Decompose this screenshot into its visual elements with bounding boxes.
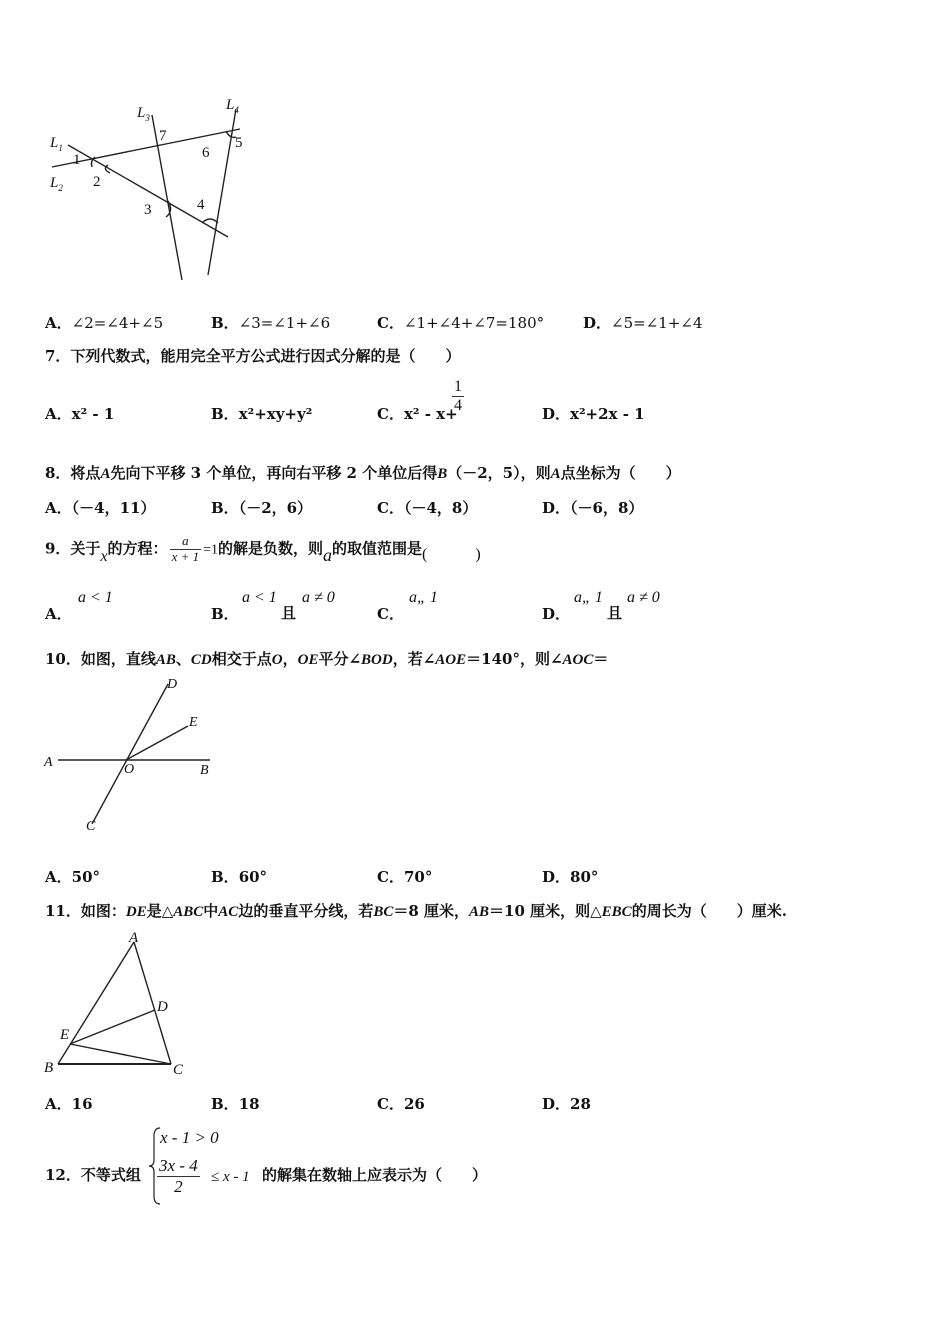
q9-option-a[interactable]: A． <box>45 605 72 623</box>
angle-label-2: 2 <box>93 174 101 190</box>
q9-stem: 9．关于x的方程： $\frac{a}{x + 1}$ =1的解是负数，则a的取值范围是( ) <box>45 533 481 566</box>
q11-option-c[interactable]: C．26 <box>377 1095 425 1113</box>
line-L4 <box>208 109 236 275</box>
q12-stem-prefix: 12．不等式组 <box>45 1166 141 1184</box>
segment-DE <box>70 1010 155 1044</box>
q8-option-b[interactable]: B．（－2，6） <box>211 499 313 517</box>
side-AB <box>58 942 134 1064</box>
q7-option-c-fraction: $\frac{1}{4}$ <box>454 378 462 415</box>
q9-option-b-and: 且 <box>281 604 297 622</box>
label-C: C <box>173 1062 184 1078</box>
label-D: D <box>157 999 168 1015</box>
label-O: O <box>124 762 135 777</box>
q8-option-c[interactable]: C．（－4，8） <box>377 499 478 517</box>
angle-label-5: 5 <box>235 135 243 151</box>
q9-option-d-and: 且 <box>607 604 623 622</box>
angle-label-6: 6 <box>202 145 210 161</box>
q11-option-a[interactable]: A．16 <box>45 1095 93 1113</box>
q9-option-a-math: a < 1 <box>78 589 113 606</box>
q9-option-b-math: a < 1 <box>242 589 277 606</box>
label-L4: $L_4$ <box>226 97 239 115</box>
q12-stem-suffix: 的解集在数轴上应表示为（ ） <box>262 1166 488 1184</box>
q6-option-a[interactable]: A．∠2=∠4+∠5 <box>45 314 164 332</box>
label-C: C <box>86 819 96 834</box>
q11-option-b[interactable]: B．18 <box>211 1095 260 1113</box>
label-E: E <box>60 1027 70 1043</box>
q10-option-a[interactable]: A．50° <box>45 868 101 886</box>
q10-option-c[interactable]: C．70° <box>377 868 433 886</box>
q6-option-d[interactable]: D．∠5=∠1+∠4 <box>583 314 703 332</box>
q7-stem: 7．下列代数式，能用完全平方公式进行因式分解的是（ ） <box>45 347 461 365</box>
intersecting-lines-figure <box>40 672 220 842</box>
q9-option-b-math2: a ≠ 0 <box>302 589 335 606</box>
q6-option-b[interactable]: B．∠3=∠1+∠6 <box>211 314 331 332</box>
label-E: E <box>189 715 198 730</box>
q10-stem: 10．如图，直线AB、CD相交于点O，OE平分∠BOD，若∠AOE＝140°，则∠AOC＝ <box>45 650 609 668</box>
label-A: A <box>44 755 53 770</box>
label-L3: $L_3$ <box>137 105 150 123</box>
q9-option-c[interactable]: C． <box>377 605 404 623</box>
q7-option-a[interactable]: A．x² - 1 <box>45 405 115 423</box>
q9-option-c-math: a„ 1 <box>409 589 438 606</box>
q12-inequality-2-fraction: $\frac{3x - 4}{2}$ <box>159 1156 198 1196</box>
angle-arc-4 <box>202 219 218 223</box>
q10-option-b[interactable]: B．60° <box>211 868 268 886</box>
label-A: A <box>129 930 139 946</box>
q9-option-b[interactable]: B． <box>211 605 239 623</box>
segment-EC <box>70 1044 171 1064</box>
label-L1: $L_1$ <box>50 135 63 153</box>
q8-option-d[interactable]: D．（－6，8） <box>542 499 644 517</box>
angle-label-3: 3 <box>144 202 152 218</box>
line-CD <box>92 684 168 824</box>
q11-stem: 11．如图：DE是△ABC中AC边的垂直平分线，若BC＝8 厘米，AB＝10 厘米，则△EBC的周长为（ ）厘米. <box>45 902 787 920</box>
angle-lines-figure <box>40 95 250 285</box>
label-L2: $L_2$ <box>50 175 63 193</box>
label-D: D <box>167 677 178 692</box>
q9-option-d-math: a„ 1 <box>574 589 603 606</box>
q12-inequality-2-rel: ≤ x - 1 <box>211 1169 250 1185</box>
triangle-figure <box>40 926 200 1086</box>
angle-label-4: 4 <box>197 197 205 213</box>
q10-option-d[interactable]: D．80° <box>542 868 599 886</box>
q8-stem: 8．将点A先向下平移 3 个单位，再向右平移 2 个单位后得B（－2，5），则A点坐标为（ ） <box>45 464 681 482</box>
q11-option-d[interactable]: D．28 <box>542 1095 591 1113</box>
q7-option-b[interactable]: B．x²+xy+y² <box>211 405 313 423</box>
q8-option-a[interactable]: A．（－4，11） <box>45 499 156 517</box>
angle-label-1: 1 <box>73 152 81 168</box>
angle-label-7: 7 <box>159 128 167 144</box>
q7-option-d[interactable]: D．x²+2x - 1 <box>542 405 645 423</box>
q12-inequality-1: x - 1 > 0 <box>160 1128 219 1147</box>
q9-option-d[interactable]: D． <box>542 605 571 623</box>
line-L3 <box>152 115 182 280</box>
label-B: B <box>44 1060 54 1076</box>
q7-option-c[interactable]: C．x² - x+ <box>377 405 458 423</box>
q6-option-c[interactable]: C．∠1+∠4+∠7=180° <box>377 314 545 332</box>
label-B: B <box>200 763 209 778</box>
q9-option-d-math2: a ≠ 0 <box>627 589 660 606</box>
